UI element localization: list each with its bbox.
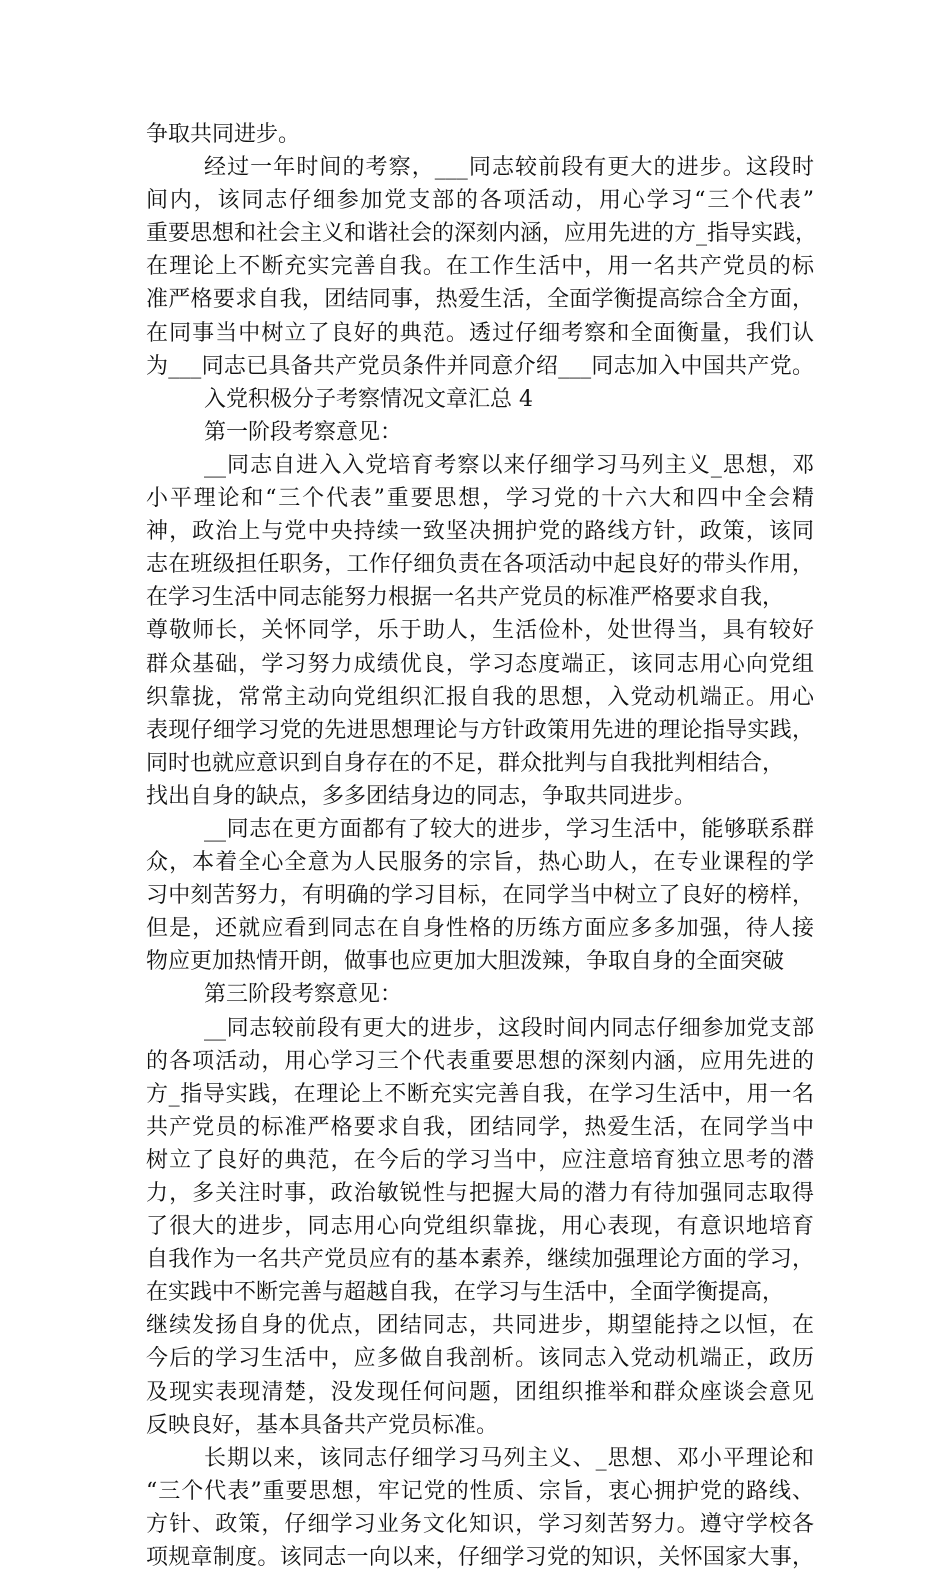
text-line: 在学习生活中同志能努力根据一名共产党员的标准严格要求自我，: [146, 585, 785, 611]
text-line: 方针、政策，仔细学习业务文化知识，学习刻苦努力。遵守学校各: [146, 1511, 814, 1537]
text-line: 群众基础，学习努力成绩优良，学习态度端正，该同志用心向党组: [146, 651, 814, 677]
text-line: 在理论上不断充实完善自我。在工作生活中，用一名共产党员的标: [146, 254, 814, 280]
text-line: 第一阶段考察意见：: [204, 419, 403, 445]
text-line: 了很大的进步，同志用心向党组织靠拢，用心表现，有意识地培育: [146, 1214, 814, 1240]
text-line: 小平理论和“三个代表”重要思想，学习党的十六大和四中全会精: [146, 486, 814, 512]
text-line: __同志在更方面都有了较大的进步，学习生活中，能够联系群: [204, 816, 814, 842]
text-line: 织靠拢，常常主动向党组织汇报自我的思想，入党动机端正。用心: [146, 684, 814, 710]
text-line: 志在班级担任职务，工作仔细负责在各项活动中起良好的带头作用，: [146, 552, 814, 578]
text-line: __同志自进入入党培育考察以来仔细学习马列主义_思想，邓: [204, 452, 814, 478]
text-line: 尊敬师长，关怀同学，乐于助人，生活俭朴，处世得当，具有较好: [146, 618, 814, 644]
text-line: 但是，还就应看到同志在自身性格的历练方面应多多加强，待人接: [146, 916, 814, 942]
text-line: 的各项活动，用心学习三个代表重要思想的深刻内涵，应用先进的: [146, 1048, 814, 1074]
text-line: 找出自身的缺点，多多团结身边的同志，争取共同进步。: [146, 783, 697, 809]
text-line: 及现实表现清楚，没发现任何问题，团组织推举和群众座谈会意见: [146, 1379, 814, 1405]
text-line: 同时也就应意识到自身存在的不足，群众批判与自我批判相结合，: [146, 750, 785, 776]
text-line: 准严格要求自我，团结同事，热爱生活，全面学衡提高综合全方面，: [146, 287, 814, 313]
text-line: 长期以来，该同志仔细学习马列主义、_思想、邓小平理论和: [204, 1445, 814, 1471]
text-line: 继续发扬自身的优点，团结同志，共同进步，期望能持之以恒，在: [146, 1313, 814, 1339]
text-line: “三个代表”重要思想，牢记党的性质、宗旨，衷心拥护党的路线、: [146, 1478, 814, 1504]
text-line: 神，政治上与党中央持续一致坚决拥护党的路线方针，政策，该同: [146, 519, 814, 545]
text-line: 重要思想和社会主义和谐社会的深刻内涵，应用先进的方_指导实践，: [146, 221, 818, 247]
text-line: 第三阶段考察意见：: [204, 982, 403, 1008]
text-line: __同志较前段有更大的进步，这段时间内同志仔细参加党支部: [204, 1015, 814, 1041]
text-line: 表现仔细学习党的先进思想理论与方针政策用先进的理论指导实践，: [146, 717, 814, 743]
text-line: 反映良好，基本具备共产党员标准。: [146, 1412, 499, 1438]
text-line: 间内，该同志仔细参加党支部的各项活动，用心学习“三个代表”: [146, 188, 814, 214]
text-line: 习中刻苦努力，有明确的学习目标，在同学当中树立了良好的榜样，: [146, 883, 814, 909]
text-line: 自我作为一名共产党员应有的基本素养，继续加强理论方面的学习，: [146, 1247, 814, 1273]
text-line: 力，多关注时事，政治敏锐性与把握大局的潜力有待加强同志取得: [146, 1181, 814, 1206]
text-line: 方_指导实践，在理论上不断充实完善自我，在学习生活中，用一名: [146, 1081, 814, 1107]
text-line: 在同事当中树立了良好的典范。透过仔细考察和全面衡量，我们认: [146, 320, 814, 346]
text-line: 物应更加热情开朗，做事也应更加大胆泼辣，争取自身的全面突破: [146, 949, 785, 975]
text-line: 共产党员的标准严格要求自我，团结同学，热爱生活，在同学当中: [146, 1114, 814, 1140]
text-line: 在实践中不断完善与超越自我，在学习与生活中，全面学衡提高，: [146, 1280, 785, 1306]
text-line: 经过一年时间的考察，___同志较前段有更大的进步。这段时: [204, 155, 814, 181]
text-line: 树立了良好的典范，在今后的学习当中，应注意培育独立思考的潜: [146, 1147, 814, 1173]
text-line: 争取共同进步。: [146, 122, 301, 147]
text-line: 今后的学习生活中，应多做自我剖析。该同志入党动机端正，政历: [146, 1346, 814, 1372]
text-line: 项规章制度。该同志一向以来，仔细学习党的知识，关怀国家大事，: [146, 1545, 814, 1571]
text-line: 众，本着全心全意为人民服务的宗旨，热心助人，在专业课程的学: [146, 850, 814, 876]
text-line: 入党积极分子考察情况文章汇总 4: [204, 386, 533, 412]
text-line: 为___同志已具备共产党员条件并同意介绍___同志加入中国共产党。: [146, 353, 814, 379]
document-body: [146, 118, 818, 1574]
